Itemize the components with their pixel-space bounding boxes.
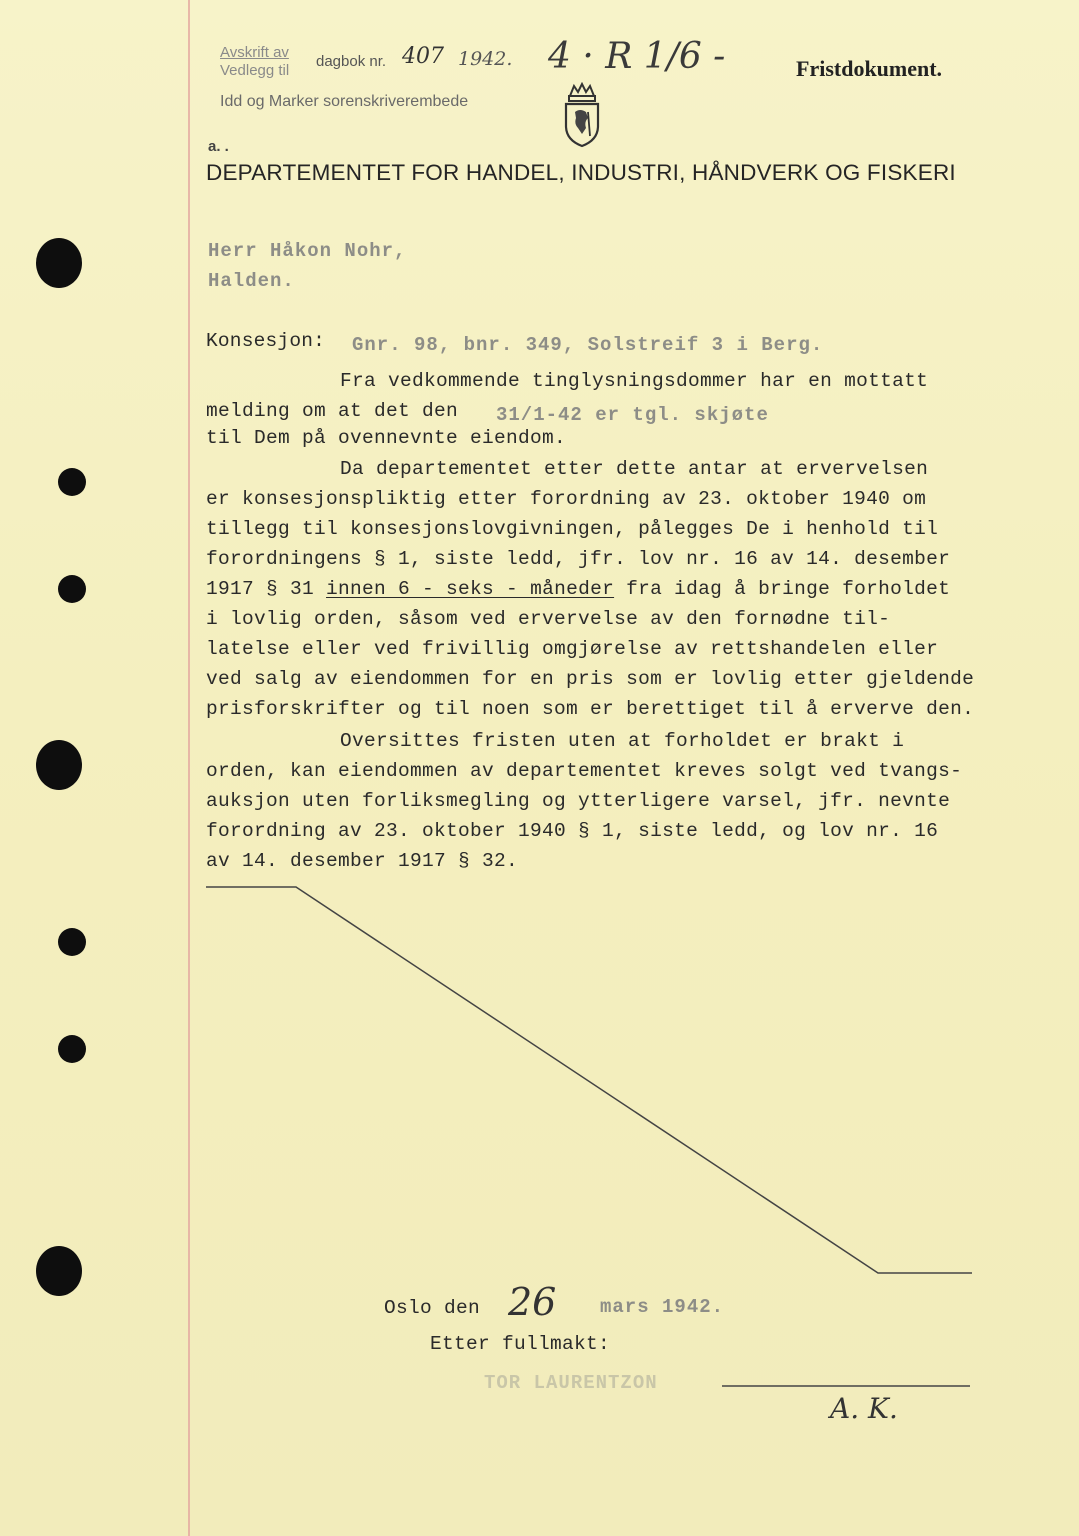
- body-line: i lovlig orden, såsom ved ervervelse av den fornødne til-: [206, 608, 891, 630]
- dagbok-year: 1942.: [458, 48, 513, 70]
- signatory-stamp: TOR LAURENTZON: [484, 1372, 658, 1394]
- body-line: latelse eller ved frivillig omgjørelse av rettshandelen eller: [206, 638, 939, 660]
- body-line: auksjon uten forliksmegling og ytterligere varsel, jfr. nevnte: [206, 790, 951, 812]
- stamp-dagbok-label: dagbok nr.: [316, 53, 387, 70]
- recipient-city: Halden.: [208, 270, 295, 292]
- body-line: tillegg til konsesjonslovgivningen, pålegges De i henhold til: [206, 518, 939, 540]
- konsesjon-label: Konsesjon:: [206, 330, 326, 352]
- konsesjon-property: Gnr. 98, bnr. 349, Solstreif 3 i Berg.: [352, 334, 824, 356]
- small-mark: a. .: [208, 138, 229, 155]
- stamp-vedlegg: Vedlegg til: [220, 62, 290, 79]
- body-line: til Dem på ovennevnte eiendom.: [206, 427, 567, 449]
- closing-place: Oslo den: [384, 1297, 481, 1319]
- body-line: prisforskrifter og til noen som er berettiget til å erverve den.: [206, 698, 975, 720]
- body-line: ved salg av eiendommen for en pris som er lovlig etter gjeldende: [206, 668, 975, 690]
- handwritten-reference: 4 · R 1/6 -: [548, 36, 726, 77]
- closing-day: 26: [508, 1280, 557, 1324]
- body-line: melding om at det den: [206, 400, 459, 422]
- letterhead-title: DEPARTEMENTET FOR HANDEL, INDUSTRI, HÅNDVERK OG FISKERI: [206, 160, 956, 185]
- deadline-period: innen 6 - seks - måneder: [326, 578, 615, 600]
- body-line: forordning av 23. oktober 1940 § 1, siste ledd, og lov nr. 16: [206, 820, 939, 842]
- stamp-avskrift: Avskrift av: [220, 44, 289, 61]
- registration-fill: 31/1-42 er tgl. skjøte: [496, 404, 769, 426]
- deadline-prefix: 1917 § 31: [206, 578, 327, 600]
- body-line: er konsesjonspliktig etter forordning av 23. oktober 1940 om: [206, 488, 927, 510]
- body-line: Oversittes fristen uten at forholdet er brakt i: [340, 730, 905, 752]
- body-line: Da departementet etter dette antar at ervervelsen: [340, 458, 929, 480]
- body-line: forordningens § 1, siste ledd, jfr. lov nr. 16 av 14. desember: [206, 548, 951, 570]
- recipient-name: Herr Håkon Nohr,: [208, 240, 407, 262]
- signature-initials: A. K.: [830, 1392, 898, 1425]
- document-type-label: Fristdokument.: [796, 56, 943, 81]
- stamp-office: Idd og Marker sorenskriverembede: [220, 93, 469, 110]
- dagbok-number: 407: [402, 44, 444, 69]
- body-line: orden, kan eiendommen av departementet kreves solgt ved tvangs-: [206, 760, 963, 782]
- body-line: av 14. desember 1917 § 32.: [206, 850, 519, 872]
- closing-authority: Etter fullmakt:: [430, 1333, 611, 1355]
- body-line: Fra vedkommende tinglysningsdommer har en mottatt: [340, 370, 929, 392]
- deadline-suffix: fra idag å bringe forholdet: [614, 578, 951, 600]
- closing-month-year: mars 1942.: [600, 1296, 725, 1318]
